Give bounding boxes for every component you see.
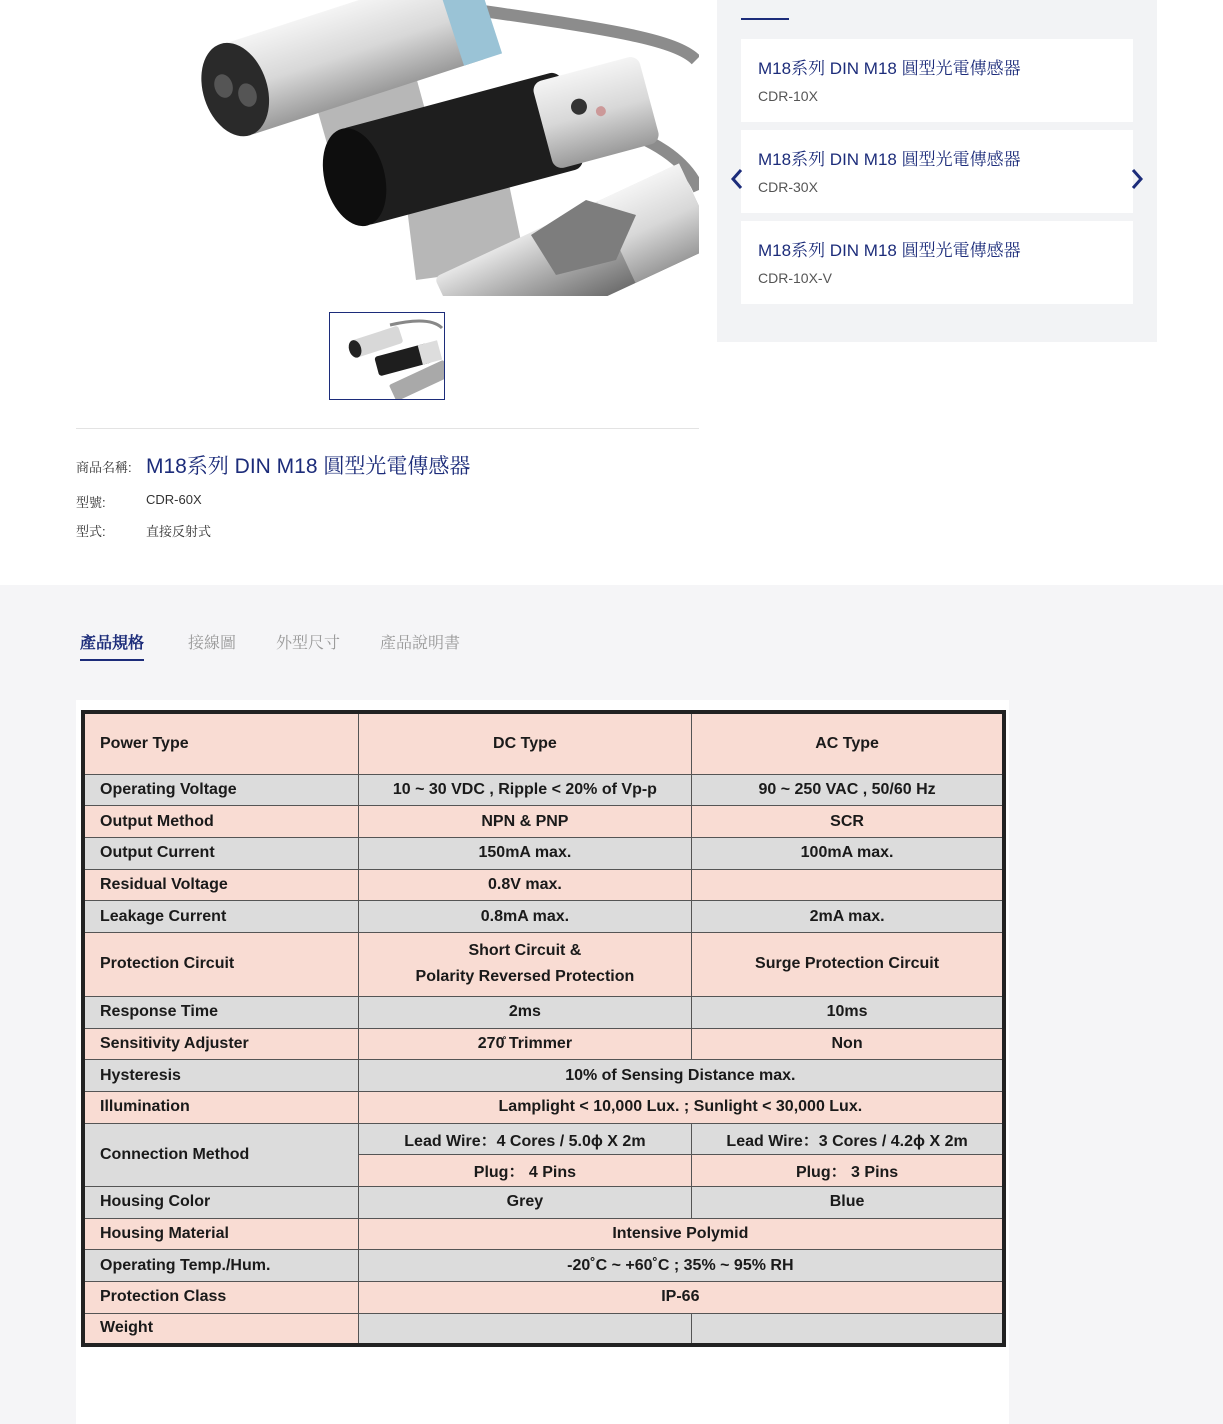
tab-manual[interactable]: 產品說明書 [380, 635, 461, 652]
product-thumbnail[interactable] [329, 312, 445, 400]
spec-value: Plug： 4 Pins [358, 1155, 691, 1187]
product-model: CDR-60X [146, 492, 202, 507]
spec-value: Lead Wire：4 Cores / 5.0ϕ X 2m [358, 1123, 691, 1155]
related-products-panel [717, 0, 1157, 342]
spec-label: Hysteresis [83, 1060, 358, 1092]
table-row [83, 1028, 1004, 1060]
table-row [83, 1092, 1004, 1124]
related-product-title[interactable]: M18系列 DIN M18 圓型光電傳感器 [758, 241, 1021, 260]
spec-value: 150mA max. [358, 837, 691, 869]
spec-value [358, 932, 691, 996]
spec-value [692, 1313, 1004, 1345]
spec-value: Non [692, 1028, 1004, 1060]
carousel-prev-button[interactable] [727, 164, 747, 194]
spec-label: Protection Circuit [83, 932, 358, 996]
spec-value-line: Polarity Reversed Protection [415, 968, 635, 986]
related-product-title[interactable]: M18系列 DIN M18 圓型光電傳感器 [758, 150, 1021, 169]
related-product-card[interactable] [741, 221, 1133, 304]
spec-value: Lamplight < 10,000 Lux. ; Sunlight < 30,000 Lux. [358, 1092, 1004, 1124]
related-product-model: CDR-10X-V [758, 270, 832, 286]
table-row [83, 1218, 1004, 1250]
table-row [83, 774, 1004, 806]
spec-value: 0.8mA max. [358, 901, 691, 933]
product-model-label: 型號: [76, 495, 106, 510]
table-row [83, 901, 1004, 933]
spec-value: 10 ~ 30 VDC , Ripple < 20% of Vp-p [358, 774, 691, 806]
spec-label: Housing Color [83, 1187, 358, 1219]
spec-value: 10ms [692, 996, 1004, 1028]
table-row [83, 1250, 1004, 1282]
chevron-left-icon [730, 168, 744, 190]
spec-header-cell: AC Type [692, 712, 1004, 774]
product-type: 直接反射式 [146, 524, 212, 539]
spec-value: 2ms [358, 996, 691, 1028]
spec-label: Residual Voltage [83, 869, 358, 901]
product-top-section [0, 0, 1223, 585]
related-product-card[interactable] [741, 130, 1133, 213]
spec-value: 10% of Sensing Distance max. [358, 1060, 1004, 1092]
related-product-model: CDR-10X [758, 88, 818, 104]
spec-value: Lead Wire：3 Cores / 4.2ϕ X 2m [692, 1123, 1004, 1155]
table-row [83, 869, 1004, 901]
tab-wiring[interactable]: 接線圖 [188, 635, 237, 652]
spec-value [358, 1313, 691, 1345]
tab-spec[interactable]: 產品規格 [80, 630, 144, 661]
spec-label: Output Current [83, 837, 358, 869]
product-main-image [76, 0, 699, 296]
product-name-label: 商品名稱: [76, 460, 132, 475]
spec-label: Housing Material [83, 1218, 358, 1250]
spec-value: 100mA max. [692, 837, 1004, 869]
spec-value: Blue [692, 1187, 1004, 1219]
product-name: M18系列 DIN M18 圓型光電傳感器 [146, 455, 471, 478]
table-row [83, 837, 1004, 869]
spec-value [692, 869, 1004, 901]
spec-label: Illumination [83, 1092, 358, 1124]
related-product-card[interactable] [741, 39, 1133, 122]
table-row [83, 712, 1004, 774]
spec-value: 0.8V max. [358, 869, 691, 901]
spec-value: Surge Protection Circuit [692, 932, 1004, 996]
carousel-next-button[interactable] [1127, 164, 1147, 194]
spec-panel [76, 700, 1009, 1424]
spec-value: 270̊ Trimmer [358, 1028, 691, 1060]
table-row [83, 996, 1004, 1028]
tab-dimensions[interactable]: 外型尺寸 [276, 635, 341, 652]
spec-header-cell: Power Type [83, 712, 358, 774]
spec-label: Weight [83, 1313, 358, 1345]
table-row [83, 1313, 1004, 1345]
spec-label: Operating Temp./Hum. [83, 1250, 358, 1282]
product-type-label: 型式: [76, 524, 106, 539]
table-row [83, 806, 1004, 838]
info-divider [76, 428, 699, 429]
spec-value: Plug： 3 Pins [692, 1155, 1004, 1187]
chevron-right-icon [1130, 168, 1144, 190]
table-row [83, 1187, 1004, 1219]
spec-header-cell: DC Type [358, 712, 691, 774]
table-row [83, 1060, 1004, 1092]
spec-value-line: Short Circuit & [468, 942, 582, 960]
spec-label: Sensitivity Adjuster [83, 1028, 358, 1060]
spec-label: Leakage Current [83, 901, 358, 933]
spec-label: Response Time [83, 996, 358, 1028]
table-row [83, 1123, 1004, 1155]
related-product-title[interactable]: M18系列 DIN M18 圓型光電傳感器 [758, 59, 1021, 78]
spec-section [0, 585, 1223, 1424]
spec-label: Protection Class [83, 1282, 358, 1314]
spec-value: SCR [692, 806, 1004, 838]
spec-value: 2mA max. [692, 901, 1004, 933]
spec-value: NPN & PNP [358, 806, 691, 838]
related-product-model: CDR-30X [758, 179, 818, 195]
table-row [83, 1282, 1004, 1314]
spec-value: Grey [358, 1187, 691, 1219]
spec-value: 90 ~ 250 VAC , 50/60 Hz [692, 774, 1004, 806]
related-title-bar [741, 18, 789, 20]
spec-value: IP-66 [358, 1282, 1004, 1314]
spec-value: -20˚C ~ +60˚C ; 35% ~ 95% RH [358, 1250, 1004, 1282]
spec-label: Connection Method [83, 1123, 358, 1186]
spec-value: Intensive Polymid [358, 1218, 1004, 1250]
spec-label: Operating Voltage [83, 774, 358, 806]
spec-label: Output Method [83, 806, 358, 838]
table-row [83, 932, 1004, 996]
spec-table [81, 710, 1006, 1347]
